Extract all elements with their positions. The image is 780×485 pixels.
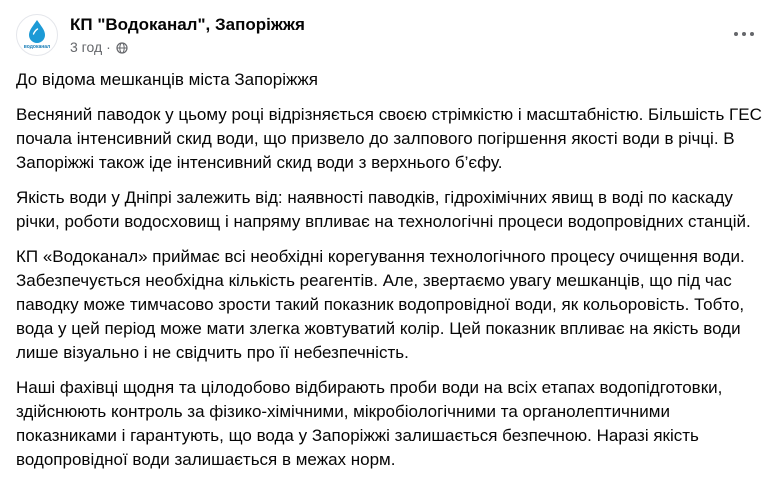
more-options-button[interactable] bbox=[726, 16, 762, 52]
meta-separator: · bbox=[106, 39, 111, 55]
post-header bbox=[16, 14, 764, 58]
post-paragraph: Наші фахівці щодня та цілодобово відбирають проби води на всіх етапах водопідготовки, здійснюють контроль за фізико-хімічними, мікробіологічними та органолептичними показниками і гарантують, що вода у Запоріжжі залишається безпечною. Наразі якість водопровідної води залишається в межах норм. bbox=[16, 378, 723, 469]
page-avatar[interactable] bbox=[16, 14, 58, 56]
page-name-link[interactable]: КП "Водоканал", Запоріжжя bbox=[70, 15, 305, 34]
waterdrop-logo-icon bbox=[17, 15, 57, 55]
post-paragraph: КП «Водоканал» приймає всі необхідні корегування технологічного процесу очищення води. Забезпечується необхідна кількість реагентів. Але, звертаємо увагу мешканців, що під час паводку може тимчасово зрости такий показник водопровідної води, як кольоровість. Тобто, вода у цей період може мати злегка жовтуватий колір. Цей показник впливає на якість води лише візуально і не свідчить про її небезпечність. bbox=[16, 247, 745, 362]
post-body bbox=[16, 68, 768, 483]
post-paragraph-title: До відома мешканців міста Запоріжжя bbox=[16, 70, 318, 89]
post-paragraph: Якість води у Дніпрі залежить від: наявності паводків, гідрохімічних явищ в воді по каскаду річки, роботи водосховищ і напряму впливає на технологічні процеси водопровідних станцій. bbox=[16, 188, 751, 231]
post-meta bbox=[70, 38, 128, 56]
globe-icon[interactable] bbox=[116, 42, 128, 54]
post-paragraph: Весняний паводок у цьому році відрізняється своєю стрімкістю і масштабністю. Більшість ГЕС почала інтенсивний скид води, що призвело до залпового погіршення якості води в річці. В Запоріжжі також іде інтенсивний скид води з верхнього б’єфу. bbox=[16, 105, 762, 172]
post-timestamp-link[interactable]: 3 год bbox=[70, 39, 103, 55]
svg-text:водоканал: водоканал bbox=[23, 44, 51, 50]
more-horizontal-icon bbox=[734, 32, 738, 36]
